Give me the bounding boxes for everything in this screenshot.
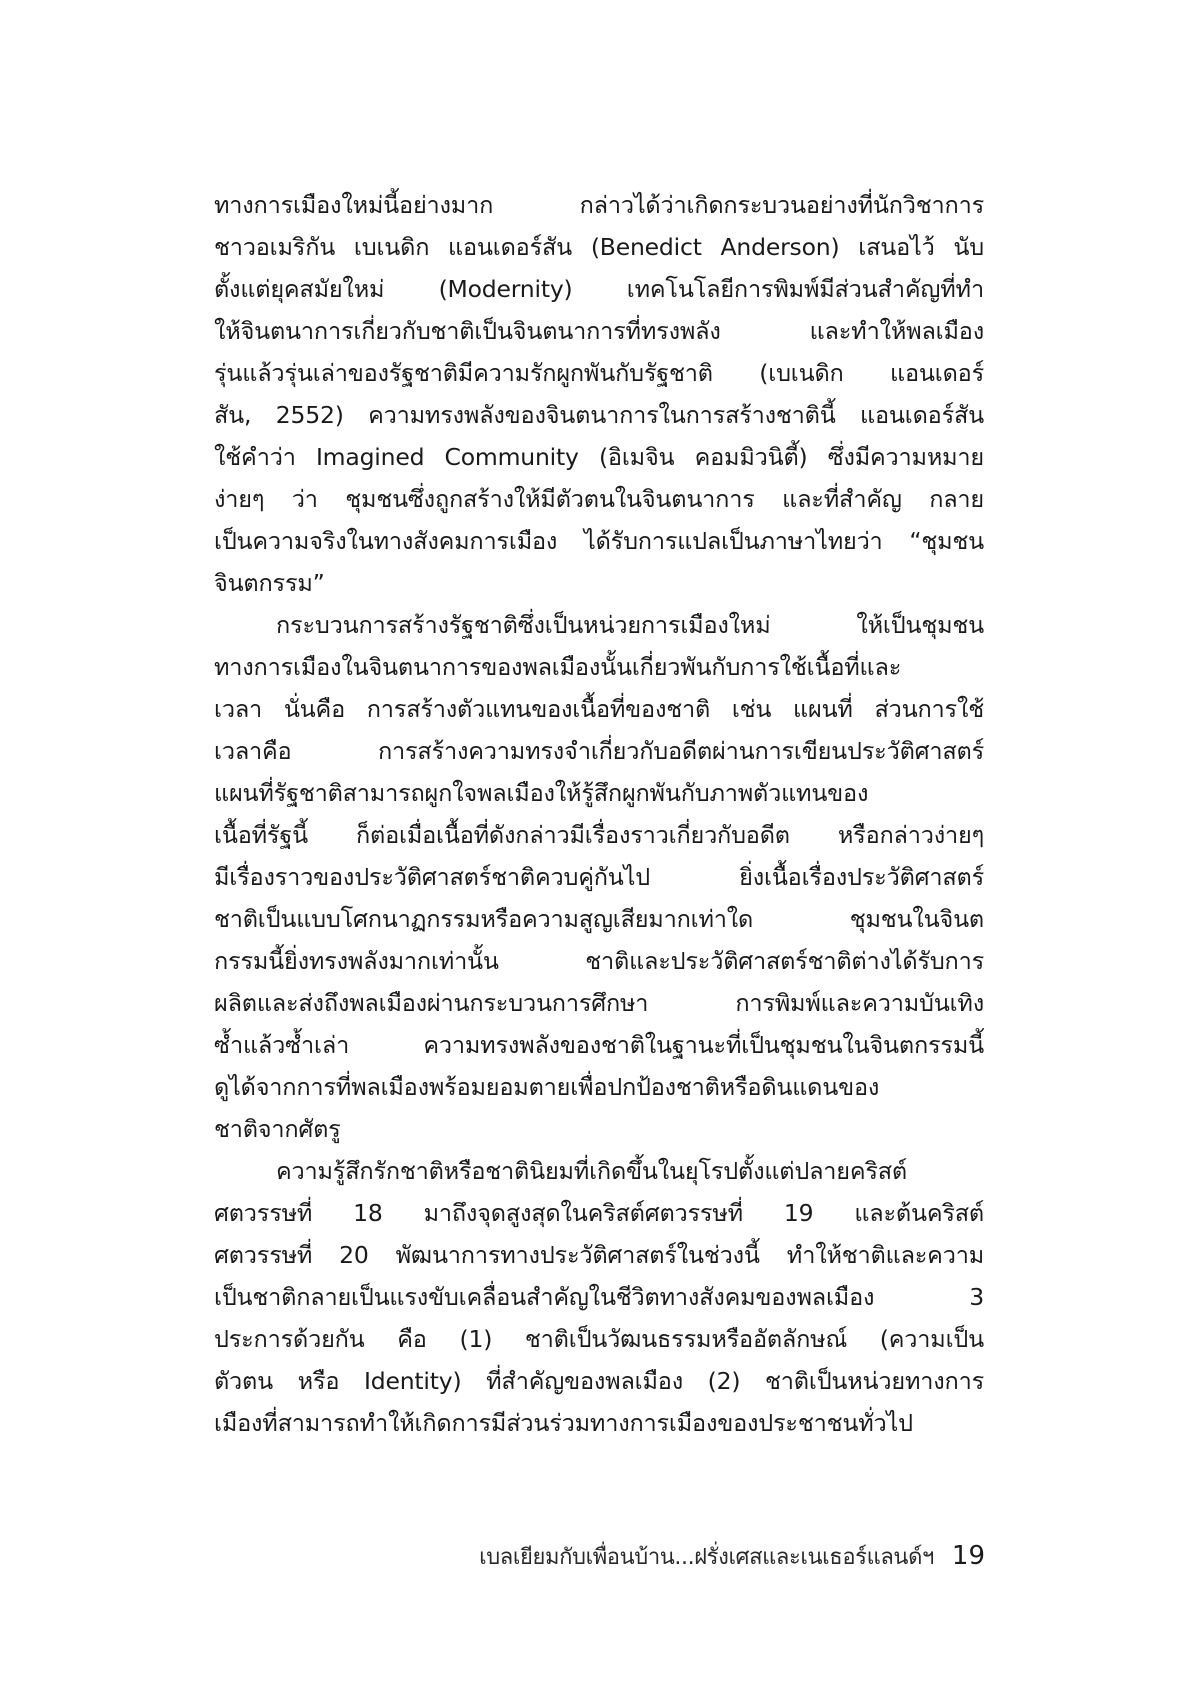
text-line: ทางการเมืองในจินตนาการของพลเมืองนั้นเกี่ยวพันกับการใช้เนื้อที่และ [214,653,902,681]
text-line: เนื้อที่รัฐนี้ ก็ต่อเมื่อเนื้อที่ดังกล่าวมีเรื่องราวเกี่ยวกับอดีต หรือกล่าวง่ายๆ [214,821,984,849]
text-line: ผลิตและส่งถึงพลเมืองผ่านกระบวนการศึกษา การพิมพ์และความบันเทิง [214,989,984,1017]
text-line: ความรู้สึกรักชาติหรือชาตินิยมที่เกิดขึ้นในยุโรปตั้งแต่ปลายคริสต์ [276,1157,907,1185]
paragraph [214,184,984,604]
page-number: 19 [951,1541,985,1571]
running-title: เบลเยียมกับเพื่อนบ้าน...ฝรั่งเศสและเนเธอร์แลนด์ฯ [479,1544,934,1570]
text-line: ตั้งแต่ยุคสมัยใหม่ (Modernity) เทคโนโลยีการพิมพ์มีส่วนสำคัญที่ทำ [214,275,984,303]
text-line: จินตกรรม” [214,569,325,597]
paragraph [214,1150,984,1444]
text-line: แผนที่รัฐชาติสามารถผูกใจพลเมืองให้รู้สึกผูกพันกับภาพตัวแทนของ [214,779,869,807]
text-line: กระบวนการสร้างรัฐชาติซึ่งเป็นหน่วยการเมืองใหม่ ให้เป็นชุมชน [276,611,984,639]
text-line: ซ้ำแล้วซ้ำเล่า ความทรงพลังของชาติในฐานะที่เป็นชุมชนในจินตกรรมนี้ [214,1031,984,1059]
body-text [214,184,984,1444]
text-line: ชาติจากศัตรู [214,1115,341,1143]
text-line: สัน, 2552) ความทรงพลังของจินตนาการในการสร้างชาตินี้ แอนเดอร์สัน [214,401,984,429]
text-line: ชาวอเมริกัน เบเนดิก แอนเดอร์สัน (Benedict Anderson) เสนอไว้ นับ [214,233,984,261]
text-line: เมืองที่สามารถทำให้เกิดการมีส่วนร่วมทางการเมืองของประชาชนทั่วไป [214,1409,913,1437]
text-line: เป็นความจริงในทางสังคมการเมือง ได้รับการแปลเป็นภาษาไทยว่า “ชุมชน [214,527,984,555]
text-line: ใช้คำว่า Imagined Community (อิเมจิน คอมมิวนิตี้) ซึ่งมีความหมาย [214,443,984,471]
text-line: ศตวรรษที่ 20 พัฒนาการทางประวัติศาสตร์ในช่วงนี้ ทำให้ชาติและความ [214,1241,984,1269]
text-line: รุ่นแล้วรุ่นเล่าของรัฐชาติมีความรักผูกพันกับรัฐชาติ (เบเนดิก แอนเดอร์ [214,359,984,387]
text-line: ศตวรรษที่ 18 มาถึงจุดสูงสุดในคริสต์ศตวรรษที่ 19 และต้นคริสต์ [214,1199,984,1227]
text-line: ชาติเป็นแบบโศกนาฏกรรมหรือความสูญเสียมากเท่าใด ชุมชนในจินต [214,905,984,933]
text-line: ประการด้วยกัน คือ (1) ชาติเป็นวัฒนธรรมหรืออัตลักษณ์ (ความเป็น [214,1325,984,1353]
text-line: เป็นชาติกลายเป็นแรงขับเคลื่อนสำคัญในชีวิตทางสังคมของพลเมือง 3 [214,1283,984,1311]
text-line: ง่ายๆ ว่า ชุมชนซึ่งถูกสร้างให้มีตัวตนในจินตนาการ และที่สำคัญ กลาย [214,485,984,513]
text-line: ดูได้จากการที่พลเมืองพร้อมยอมตายเพื่อปกป้องชาติหรือดินแดนของ [214,1073,880,1101]
text-line: ตัวตน หรือ Identity) ที่สำคัญของพลเมือง (2) ชาติเป็นหน่วยทางการ [214,1367,984,1395]
text-line: ให้จินตนาการเกี่ยวกับชาติเป็นจินตนาการที่ทรงพลัง และทำให้พลเมือง [214,317,984,345]
text-line: มีเรื่องราวของประวัติศาสตร์ชาติควบคู่กันไป ยิ่งเนื้อเรื่องประวัติศาสตร์ [214,863,984,891]
text-line: เวลาคือ การสร้างความทรงจำเกี่ยวกับอดีตผ่านการเขียนประวัติศาสตร์ [214,737,984,765]
text-line: ทางการเมืองใหม่นี้อย่างมาก กล่าวได้ว่าเกิดกระบวนอย่างที่นักวิชาการ [214,191,984,219]
text-line: เวลา นั่นคือ การสร้างตัวแทนของเนื้อที่ของชาติ เช่น แผนที่ ส่วนการใช้ [214,695,984,723]
text-line: กรรมนี้ยิ่งทรงพลังมากเท่านั้น ชาติและประวัติศาสตร์ชาติต่างได้รับการ [214,947,984,975]
page-footer [460,1536,985,1576]
paragraph [214,604,984,1150]
